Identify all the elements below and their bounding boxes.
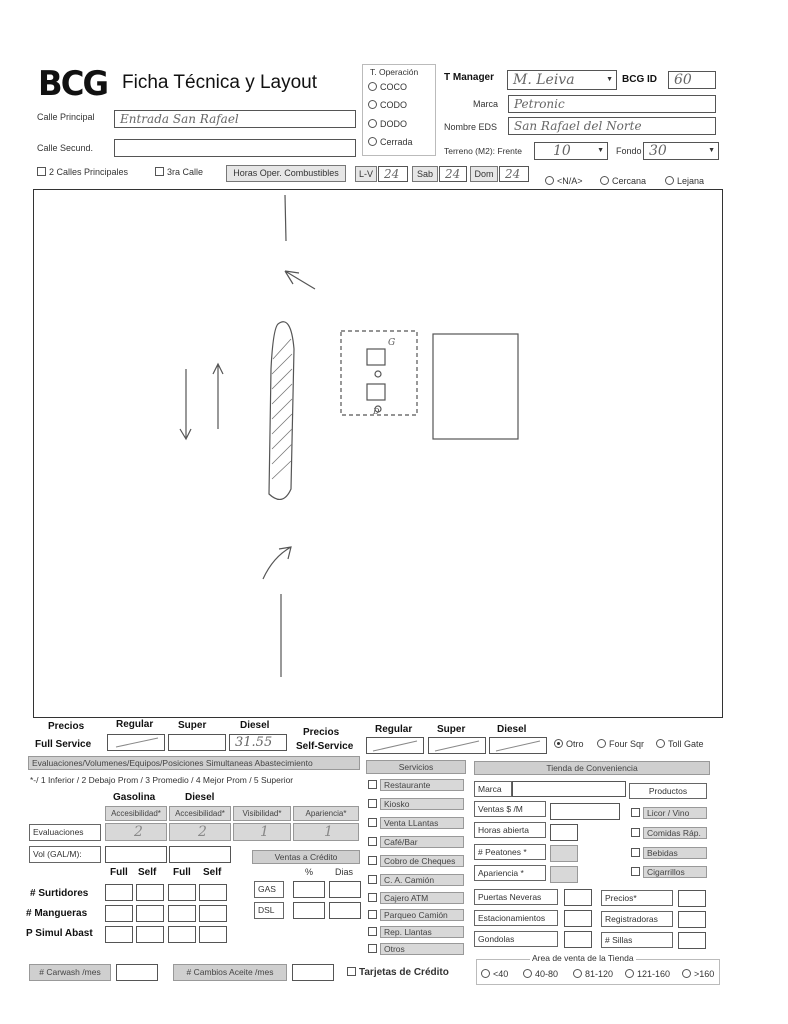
tienda-marca-input[interactable] [512, 781, 626, 797]
marca-input[interactable]: Petronic [508, 95, 716, 113]
area-40-80[interactable] [523, 969, 558, 979]
proximity-lejana-label: Lejana [677, 176, 705, 186]
form-title: Ficha Técnica y Layout [122, 72, 318, 93]
full-diesel-input[interactable]: 31.55 [229, 734, 287, 751]
radio-icon [368, 100, 377, 109]
puertas-input[interactable] [564, 889, 592, 906]
credit-dsl-label: DSL [254, 902, 284, 919]
horas-oper-button[interactable]: Horas Oper. Combustibles [226, 165, 346, 182]
registradoras-input[interactable] [678, 911, 706, 928]
horas-abierta-label: Horas abierta [474, 822, 546, 838]
tienda-bar: Tienda de Conveniencia [474, 761, 710, 775]
eq-gas-full-header: Full [110, 867, 128, 878]
checkbox-icon [368, 910, 377, 919]
surtidores-label: # Surtidores [30, 888, 89, 899]
credit-dsl-dias[interactable] [329, 902, 361, 919]
prod-comidas[interactable] [631, 827, 707, 839]
t-manager-label: T Manager [444, 72, 495, 83]
serv-rep-llantas-label: Rep. Llantas [380, 926, 464, 938]
serv-ca-camion-label: C. A. Camión [380, 874, 464, 886]
checkbox-icon [347, 967, 356, 976]
sab-label: Sab [412, 166, 438, 182]
radio-icon [625, 969, 634, 978]
tarjetas-credito-label: Tarjetas de Crédito [359, 967, 449, 978]
arrow-up [213, 364, 223, 429]
checkbox-icon [368, 780, 377, 789]
mangueras-label: # Mangueras [26, 908, 88, 919]
peatones-input[interactable] [550, 845, 578, 862]
eq-dsl-full-header: Full [173, 867, 191, 878]
brand-otro-label: Otro [566, 739, 584, 749]
median-island [269, 322, 294, 500]
eq-dsl-self-header: Self [203, 867, 222, 878]
serv-cheques-label: Cobro de Cheques [380, 855, 464, 867]
serv-otros[interactable] [368, 943, 464, 955]
brand-four-sqr-label: Four Sqr [609, 739, 645, 749]
precios-tienda-label: Precios* [601, 890, 673, 906]
chevron-down-icon: ▼ [606, 76, 613, 83]
accesibilidad-gas-header: Accesibilidad* [105, 806, 167, 821]
handwritten-dash [367, 738, 423, 753]
op-dodo-label: DODO [380, 119, 407, 129]
frente-value: 10 [553, 143, 571, 159]
gondolas-label: Gondolas [474, 931, 558, 947]
credit-gas-label: GAS [254, 881, 284, 898]
area-gt160-label: >160 [694, 969, 715, 979]
radio-icon [665, 176, 674, 185]
pump-marker [375, 371, 381, 377]
checkbox-icon [631, 808, 640, 817]
op-codo[interactable] [368, 100, 407, 110]
radio-icon [545, 176, 554, 185]
full-regular-header: Regular [116, 719, 154, 730]
arrow-down [180, 369, 191, 439]
lv-input[interactable]: 24 [378, 166, 408, 182]
gondolas-input[interactable] [564, 931, 592, 948]
self-diesel-header: Diesel [497, 724, 527, 735]
radio-icon [368, 82, 377, 91]
radio-icon [573, 969, 582, 978]
tienda-apariencia-label: Apariencia * [474, 865, 546, 881]
simul-label: P Simul Abast [26, 928, 93, 939]
t-manager-value: M. Leiva [513, 72, 575, 88]
puertas-label: Puertas Neveras [474, 889, 558, 905]
prod-cigarrillos-label: Cigarrillos [643, 866, 707, 878]
simul-dsl-full[interactable] [168, 926, 196, 943]
op-cerrada[interactable] [368, 137, 413, 147]
self-super-input[interactable] [428, 737, 486, 754]
simul-gas-self[interactable] [136, 926, 164, 943]
checkbox-icon [631, 867, 640, 876]
dom-label: Dom [470, 166, 498, 182]
proximity-na-label: <N/A> [557, 176, 583, 186]
cambios-aceite-input[interactable] [292, 964, 334, 981]
sillas-label: # Sillas [601, 932, 673, 948]
registradoras-label: Registradoras [601, 911, 673, 927]
credit-dias-header: Dias [335, 867, 354, 877]
area-121-160-label: 121-160 [637, 969, 671, 979]
prod-comidas-label: Comidas Ráp. [643, 827, 707, 839]
logo: BCG [38, 64, 108, 104]
surtidores-gas-full[interactable] [105, 884, 133, 901]
operation-group-label: T. Operación [370, 67, 419, 77]
eq-gas-self-header: Self [138, 867, 157, 878]
dos-calles-checkbox[interactable] [37, 167, 128, 177]
checkbox-icon [37, 167, 46, 176]
handwritten-dash [108, 735, 164, 750]
op-cerrada-label: Cerrada [380, 137, 413, 147]
carwash-input[interactable] [116, 964, 158, 981]
estacionamientos-label: Estacionamientos [474, 910, 558, 926]
tercera-calle-label: 3ra Calle [167, 167, 204, 177]
brand-otro[interactable] [554, 739, 584, 749]
simul-dsl-self[interactable] [199, 926, 227, 943]
checkbox-icon [368, 927, 377, 936]
scale-legend: *-/ 1 Inferior / 2 Debajo Prom / 3 Promedio / 4 Mejor Prom / 5 Superior [30, 775, 294, 785]
tienda-apariencia-input[interactable] [550, 866, 578, 883]
chevron-down-icon: ▼ [708, 147, 715, 154]
area-lt40-label: <40 [493, 969, 509, 979]
tercera-calle-checkbox[interactable] [155, 167, 203, 177]
surtidores-gas-self[interactable] [136, 884, 164, 901]
simul-gas-full[interactable] [105, 926, 133, 943]
checkbox-icon [368, 944, 377, 953]
fondo-value: 30 [649, 143, 667, 159]
tienda-marca-label: Marca [474, 781, 512, 797]
checkbox-icon [368, 818, 377, 827]
cambios-aceite-label: # Cambios Aceite /mes [173, 964, 287, 981]
radio-icon [368, 137, 377, 146]
diesel-eval-header: Diesel [185, 792, 215, 803]
proximity-na[interactable] [545, 176, 583, 186]
serv-restaurante[interactable] [368, 779, 464, 791]
serv-venta-llantas[interactable] [368, 817, 464, 829]
checkbox-icon [368, 856, 377, 865]
productos-label: Productos [629, 783, 707, 799]
apariencia-header: Apariencia* [293, 806, 359, 821]
full-service-label: Full Service [35, 739, 92, 750]
ventas-label: Ventas $ /M [474, 801, 546, 817]
accesibilidad-dsl-header: Accesibilidad* [169, 806, 231, 821]
carwash-label: # Carwash /mes [29, 964, 111, 981]
checkbox-icon [368, 875, 377, 884]
radio-icon [597, 739, 606, 748]
self-service-label: Self-Service [296, 741, 354, 752]
proximity-cercana-label: Cercana [612, 176, 647, 186]
dom-input[interactable]: 24 [499, 166, 529, 182]
op-coco-label: COCO [380, 82, 407, 92]
nombre-eds-input[interactable]: San Rafael del Norte [508, 117, 716, 135]
checkbox-icon [368, 837, 377, 846]
lv-label: L-V [355, 166, 377, 182]
mangueras-gas-full[interactable] [105, 905, 133, 922]
sketch-label-g: G [388, 338, 396, 348]
serv-rep-llantas[interactable] [368, 926, 464, 938]
mangueras-gas-self[interactable] [136, 905, 164, 922]
brand-toll-gate[interactable] [656, 739, 704, 749]
prod-licor-label: Licor / Vino [643, 807, 707, 819]
vol-label: Vol (GAL/M): [29, 846, 101, 863]
precios-tienda-input[interactable] [678, 890, 706, 907]
layout-sketch-drawing [33, 189, 723, 718]
serv-cajero[interactable] [368, 892, 464, 904]
evaluaciones-label: Evaluaciones [29, 824, 101, 841]
handwritten-dash [490, 738, 546, 753]
op-coco[interactable] [368, 82, 407, 92]
sab-input[interactable]: 24 [439, 166, 467, 182]
radio-icon [682, 969, 691, 978]
serv-parqueo[interactable] [368, 909, 464, 921]
canopy-outline [341, 331, 417, 415]
checkbox-icon [368, 799, 377, 808]
radio-icon [523, 969, 532, 978]
credit-gas-dias[interactable] [329, 881, 361, 898]
eval-accesibilidad-gas[interactable]: 2 [105, 823, 167, 841]
op-codo-label: CODO [380, 100, 407, 110]
median-hatch [272, 339, 292, 479]
prod-cigarrillos[interactable] [631, 866, 707, 878]
area-81-120[interactable] [573, 969, 613, 979]
serv-restaurante-label: Restaurante [380, 779, 464, 791]
marca-label: Marca [473, 99, 499, 109]
calle-secund-label: Calle Secund. [37, 143, 94, 153]
serv-otros-label: Otros [380, 943, 464, 955]
area-40-80-label: 40-80 [535, 969, 559, 979]
estacionamientos-input[interactable] [564, 910, 592, 927]
area-lt40[interactable] [481, 969, 508, 979]
full-diesel-header: Diesel [240, 720, 270, 731]
mangueras-dsl-full[interactable] [168, 905, 196, 922]
serv-ca-camion[interactable] [368, 874, 464, 886]
calle-principal-input[interactable]: Entrada San Rafael [114, 110, 356, 128]
checkbox-icon [631, 848, 640, 857]
radio-icon [368, 119, 377, 128]
fondo-label: Fondo [616, 146, 642, 156]
mangueras-dsl-self[interactable] [199, 905, 227, 922]
self-regular-header: Regular [375, 724, 413, 735]
precios-self-label: Precios [303, 727, 340, 738]
calle-secund-input[interactable] [114, 139, 356, 157]
terreno-label: Terreno (M2): Frente [444, 146, 522, 156]
arrow-top [285, 271, 315, 289]
vol-gasolina-input[interactable] [105, 846, 167, 863]
serv-cafe-bar[interactable] [368, 836, 464, 848]
radio-icon [600, 176, 609, 185]
bcg-id-label: BCG ID [622, 74, 657, 85]
t-manager-select[interactable] [507, 70, 617, 90]
checkbox-icon [155, 167, 164, 176]
area-121-160[interactable] [625, 969, 670, 979]
fondo-select[interactable] [643, 142, 719, 160]
nombre-eds-label: Nombre EDS [444, 122, 498, 132]
prod-bebidas-label: Bebidas [643, 847, 707, 859]
prod-licor[interactable] [631, 807, 707, 819]
area-gt160[interactable] [682, 969, 714, 979]
handwritten-dash [429, 738, 485, 753]
radio-icon [481, 969, 490, 978]
serv-kiosko-label: Kiosko [380, 798, 464, 810]
serv-cafe-bar-label: Café/Bar [380, 836, 464, 848]
sillas-input[interactable] [678, 932, 706, 949]
checkbox-icon [368, 893, 377, 902]
horas-abierta-input[interactable] [550, 824, 578, 841]
eval-accesibilidad-dsl[interactable]: 2 [169, 823, 231, 841]
area-venta-label: Area de venta de la Tienda [532, 953, 634, 963]
op-dodo[interactable] [368, 119, 407, 129]
proximity-cercana[interactable] [600, 176, 646, 186]
serv-cheques[interactable] [368, 855, 464, 867]
bcg-id-input[interactable]: 60 [668, 71, 716, 89]
surtidores-dsl-self[interactable] [199, 884, 227, 901]
self-super-header: Super [437, 724, 466, 735]
dos-calles-label: 2 Calles Principales [49, 167, 129, 177]
self-diesel-input[interactable] [489, 737, 547, 754]
credit-dsl-pct[interactable] [293, 902, 325, 919]
chevron-down-icon: ▼ [597, 147, 604, 154]
ventas-input[interactable] [550, 803, 620, 820]
vol-diesel-input[interactable] [169, 846, 231, 863]
gasolina-header: Gasolina [113, 792, 156, 803]
store-building [433, 334, 518, 439]
credit-pct-header: % [305, 867, 314, 877]
self-regular-input[interactable] [366, 737, 424, 754]
brand-toll-gate-label: Toll Gate [668, 739, 704, 749]
proximity-lejana[interactable] [665, 176, 704, 186]
eval-visibilidad[interactable]: 1 [233, 823, 291, 841]
tarjetas-credito-checkbox[interactable] [347, 967, 449, 978]
brand-four-sqr[interactable] [597, 739, 644, 749]
evaluaciones-bar: Evaluaciones/Volumenes/Equipos/Posiciones Simultaneas Abastecimiento [28, 756, 360, 770]
full-super-input[interactable] [168, 734, 226, 751]
credit-gas-pct[interactable] [293, 881, 325, 898]
frente-select[interactable] [534, 142, 608, 160]
sketch-label-d: D [373, 407, 380, 416]
radio-icon [554, 739, 563, 748]
serv-parqueo-label: Parqueo Camión [380, 909, 464, 921]
ventas-credito-bar: Ventas a Crédito [252, 850, 360, 864]
serv-kiosko[interactable] [368, 798, 464, 810]
radio-icon [656, 739, 665, 748]
pump-island-1 [367, 349, 385, 365]
pump-island-2 [367, 384, 385, 400]
road-line-top [285, 195, 286, 241]
checkbox-icon [631, 828, 640, 837]
arrow-bottom [263, 547, 291, 579]
area-81-120-label: 81-120 [585, 969, 614, 979]
peatones-label: # Peatones * [474, 844, 546, 860]
prod-bebidas[interactable] [631, 847, 707, 859]
serv-cajero-label: Cajero ATM [380, 892, 464, 904]
surtidores-dsl-full[interactable] [168, 884, 196, 901]
full-super-header: Super [178, 720, 207, 731]
full-regular-input[interactable] [107, 734, 165, 751]
eval-apariencia[interactable]: 1 [293, 823, 359, 841]
calle-principal-label: Calle Principal [37, 112, 95, 122]
visibilidad-header: Visibilidad* [233, 806, 291, 821]
servicios-bar: Servicios [366, 760, 466, 774]
serv-venta-llantas-label: Venta LLantas [380, 817, 464, 829]
precios-full-label: Precios [48, 721, 85, 732]
